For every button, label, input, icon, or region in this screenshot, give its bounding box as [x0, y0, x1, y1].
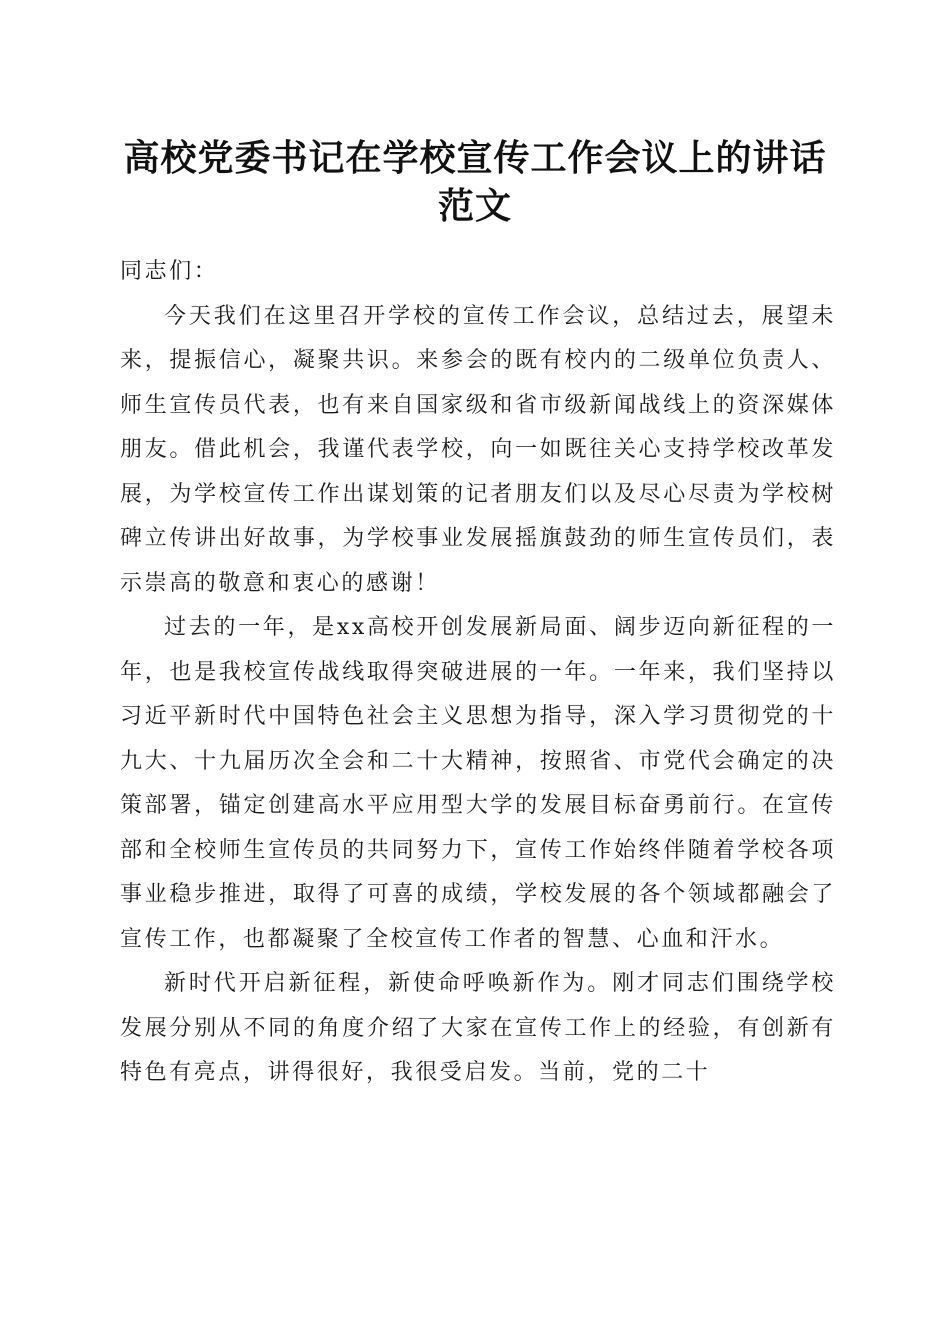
document-title: 高校党委书记在学校宣传工作会议上的讲话范文	[123, 137, 827, 227]
document-body	[120, 250, 836, 1096]
paragraph-2: 过去的一年，是xx高校开创发展新局面、阔步迈向新征程的一年，也是我校宣传战线取得突破进展的一年。一年来，我们坚持以习近平新时代中国特色社会主义思想为指导，深入学习贯彻党的十九大、十九届历次全会和二十大精神，按照省、市党代会确定的决策部署，锚定创建高水平应用型大学的发展目标奋勇前行。在宣传部和全校师生宣传员的共同努力下，宣传工作始终伴随着学校各项事业稳步推进，取得了可喜的成绩，学校发展的各个领域都融会了宣传工作，也都凝聚了全校宣传工作者的智慧、心血和汗水。	[120, 615, 836, 952]
paragraph-1: 今天我们在这里召开学校的宣传工作会议，总结过去，展望未来，提振信心，凝聚共识。来参会的既有校内的二级单位负责人、师生宣传员代表，也有来自国家级和省市级新闻战线上的资深媒体朋友。借此机会，我谨代表学校，向一如既往关心支持学校改革发展，为学校宣传工作出谋划策的记者朋友们以及尽心尽责为学校树碑立传讲出好故事，为学校事业发展摇旗鼓劲的师生宣传员们，表示崇高的敬意和衷心的感谢！	[120, 303, 836, 596]
salutation: 同志们：	[120, 259, 219, 284]
paragraph-3: 新时代开启新征程，新使命呼唤新作为。刚才同志们围绕学校发展分别从不同的角度介绍了大家在宣传工作上的经验，有创新有特色有亮点，讲得很好，我很受启发。当前，党的二十	[120, 971, 836, 1085]
